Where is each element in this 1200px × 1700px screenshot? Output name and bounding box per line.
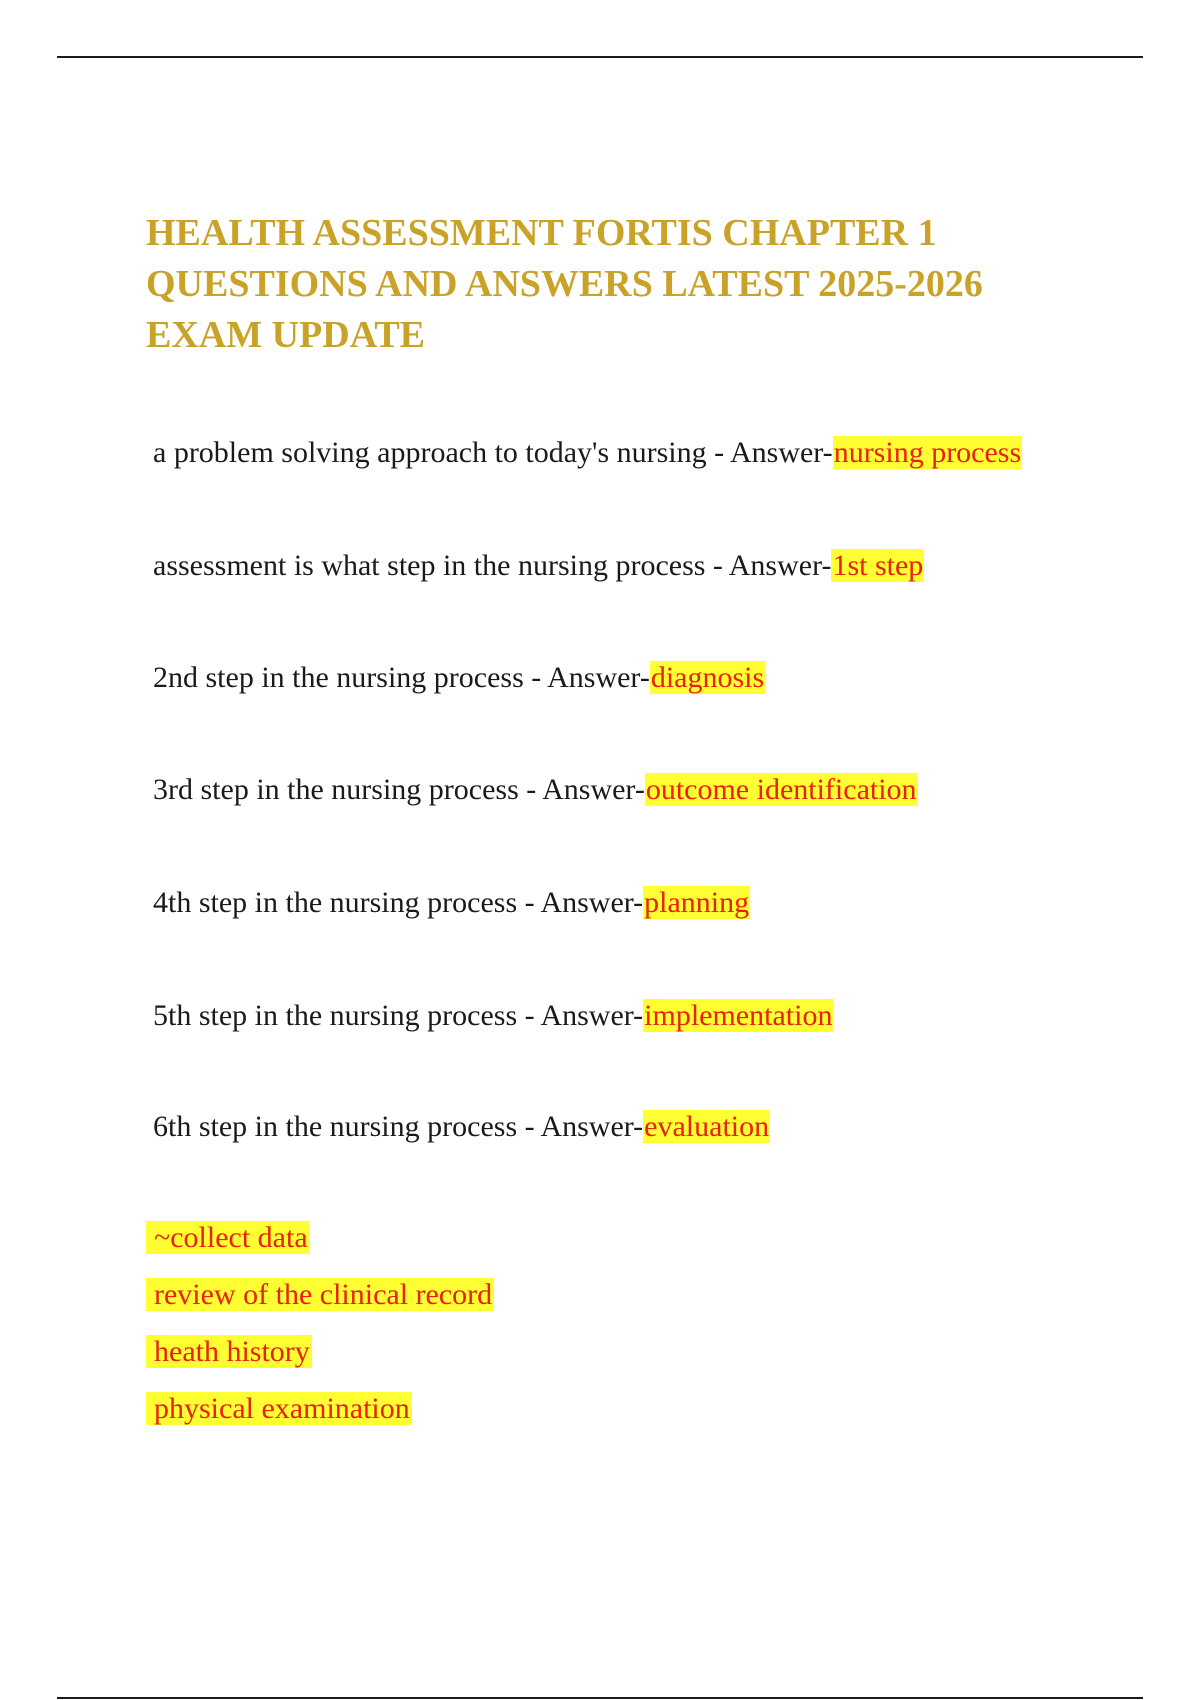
qa-item [153, 771, 918, 809]
qa-item [153, 997, 833, 1035]
top-rule [57, 56, 1143, 58]
title-line: EXAM UPDATE [146, 314, 426, 356]
title-line: HEALTH ASSESSMENT FORTIS CHAPTER 1 [146, 212, 937, 254]
list-item-text: heath history [146, 1335, 312, 1368]
answer-highlight: outcome identification [645, 773, 917, 806]
answer-highlight: evaluation [644, 1110, 770, 1143]
answer-highlight: nursing process [833, 436, 1022, 469]
question-text: 4th step in the nursing process - Answer- [153, 886, 644, 919]
list-item [146, 1276, 494, 1333]
qa-item [153, 884, 750, 922]
qa-item [153, 434, 1022, 472]
list-item-text: physical examination [146, 1392, 412, 1425]
list-item [146, 1219, 494, 1276]
question-text: a problem solving approach to today's nursing - Answer- [153, 436, 833, 469]
list-item [146, 1390, 494, 1447]
qa-item [153, 659, 765, 697]
bottom-rule [57, 1697, 1143, 1699]
question-text: assessment is what step in the nursing process - Answer- [153, 549, 832, 582]
qa-item [153, 1108, 770, 1146]
answer-highlight: diagnosis [650, 661, 765, 694]
question-text: 2nd step in the nursing process - Answer- [153, 661, 650, 694]
answer-highlight: planning [644, 886, 750, 919]
qa-item [153, 547, 924, 585]
document-title [146, 208, 1106, 361]
list-item [146, 1333, 494, 1390]
answer-highlight: 1st step [832, 549, 924, 582]
question-text: 5th step in the nursing process - Answer- [153, 999, 644, 1032]
assessment-list [146, 1219, 494, 1447]
title-line: QUESTIONS AND ANSWERS LATEST 2025-2026 [146, 263, 983, 305]
list-item-text: review of the clinical record [146, 1278, 494, 1311]
list-item-text: ~collect data [146, 1221, 310, 1254]
answer-highlight: implementation [644, 999, 833, 1032]
question-text: 3rd step in the nursing process - Answer- [153, 773, 645, 806]
question-text: 6th step in the nursing process - Answer- [153, 1110, 644, 1143]
